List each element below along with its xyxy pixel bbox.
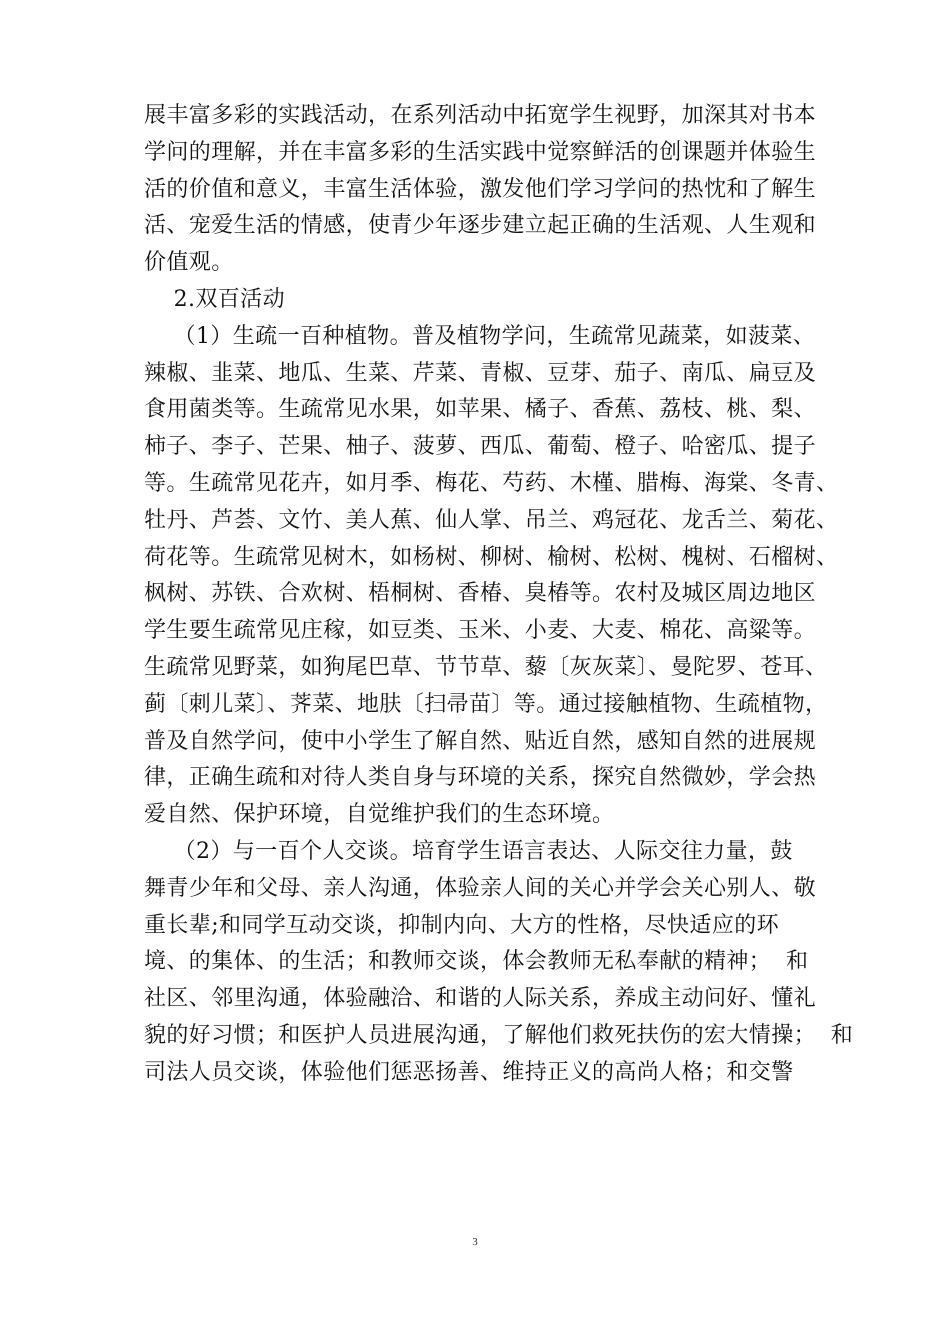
text-line: 食用菌类等。生疏常见水果，如苹果、橘子、香蕉、荔枝、桃、梨、	[144, 397, 817, 423]
text-line: 等。生疏常见花卉，如月季、梅花、芍药、木槿、腊梅、海棠、冬青、	[144, 470, 839, 496]
text-line: 蓟〔刺儿菜〕、荠菜、地肤〔扫帚苗〕等。通过接触植物、生疏植物，	[144, 691, 828, 717]
text-line: 舞青少年和父母、亲人沟通，体验亲人间的关心并学会关心别人、敬	[144, 875, 817, 901]
page-number: 3	[472, 1236, 478, 1248]
text-line: 牡丹、芦荟、文竹、美人蕉、仙人掌、吊兰、鸡冠花、龙舌兰、菊花、	[144, 507, 839, 533]
text-line: 普及自然学问，使中小学生了解自然、贴近自然，感知自然的进展规	[144, 728, 817, 754]
text-line: 重长辈;和同学互动交谈，抑制内向、大方的性格，尽快适应的环	[144, 912, 780, 938]
text-line: 爱自然、保护环境，自觉维护我们的生态环境。	[144, 802, 615, 828]
text-line: 荷花等。生疏常见树木，如杨树、柳树、榆树、松树、槐树、石榴树、	[144, 544, 839, 570]
text-line: 柿子、李子、芒果、柚子、菠萝、西瓜、葡萄、橙子、哈密瓜、提子	[144, 434, 817, 460]
text-line: 学问的理解，并在丰富多彩的生活实践中觉察鲜活的创课题并体验生	[144, 139, 817, 165]
text-line: （2）与一百个人交谈。培育学生语言表达、人际交往力量，鼓	[144, 838, 793, 864]
text-line: 辣椒、韭菜、地瓜、生菜、芹菜、青椒、豆芽、茄子、南瓜、扁豆及	[144, 360, 817, 386]
document-body	[144, 98, 854, 1092]
text-line: 展丰富多彩的实践活动，在系列活动中拓宽学生视野，加深其对书本	[144, 103, 817, 128]
text-line: 境、的集体、的生活；和教师交谈，体会教师无私奉献的精神； 和	[144, 949, 809, 975]
text-line: 貌的好习惯；和医护人员进展沟通，了解他们救死扶伤的宏大情操； 和	[144, 1022, 854, 1048]
text-line: 司法人员交谈，体验他们惩恶扬善、维持正义的高尚人格；和交警	[144, 1059, 794, 1085]
text-line: 活、宠爱生活的情感，使青少年逐步建立起正确的生活观、人生观和	[144, 213, 817, 239]
text-line: 价值观。	[144, 250, 234, 276]
text-line: 社区、邻里沟通，体验融洽、和谐的人际关系，养成主动问好、懂礼	[144, 986, 817, 1012]
text-line: 学生要生疏常见庄稼，如豆类、玉米、小麦、大麦、棉花、高粱等。	[144, 618, 817, 644]
text-line: 活的价值和意义，丰富生活体验，激发他们学习学问的热忱和了解生	[144, 176, 817, 202]
text-line: 律，正确生疏和对待人类自身与环境的关系，探究自然微妙，学会热	[144, 765, 817, 791]
section-heading: 2.双百活动	[144, 286, 285, 312]
text-line: （1）生疏一百种植物。普及植物学问，生疏常见蔬菜，如菠菜、	[144, 323, 816, 349]
text-line: 枫树、苏铁、合欢树、梧桐树、香椿、臭椿等。农村及城区周边地区	[144, 581, 817, 607]
text-line: 生疏常见野菜，如狗尾巴草、节节草、藜〔灰灰菜〕、曼陀罗、苍耳、	[144, 654, 828, 680]
